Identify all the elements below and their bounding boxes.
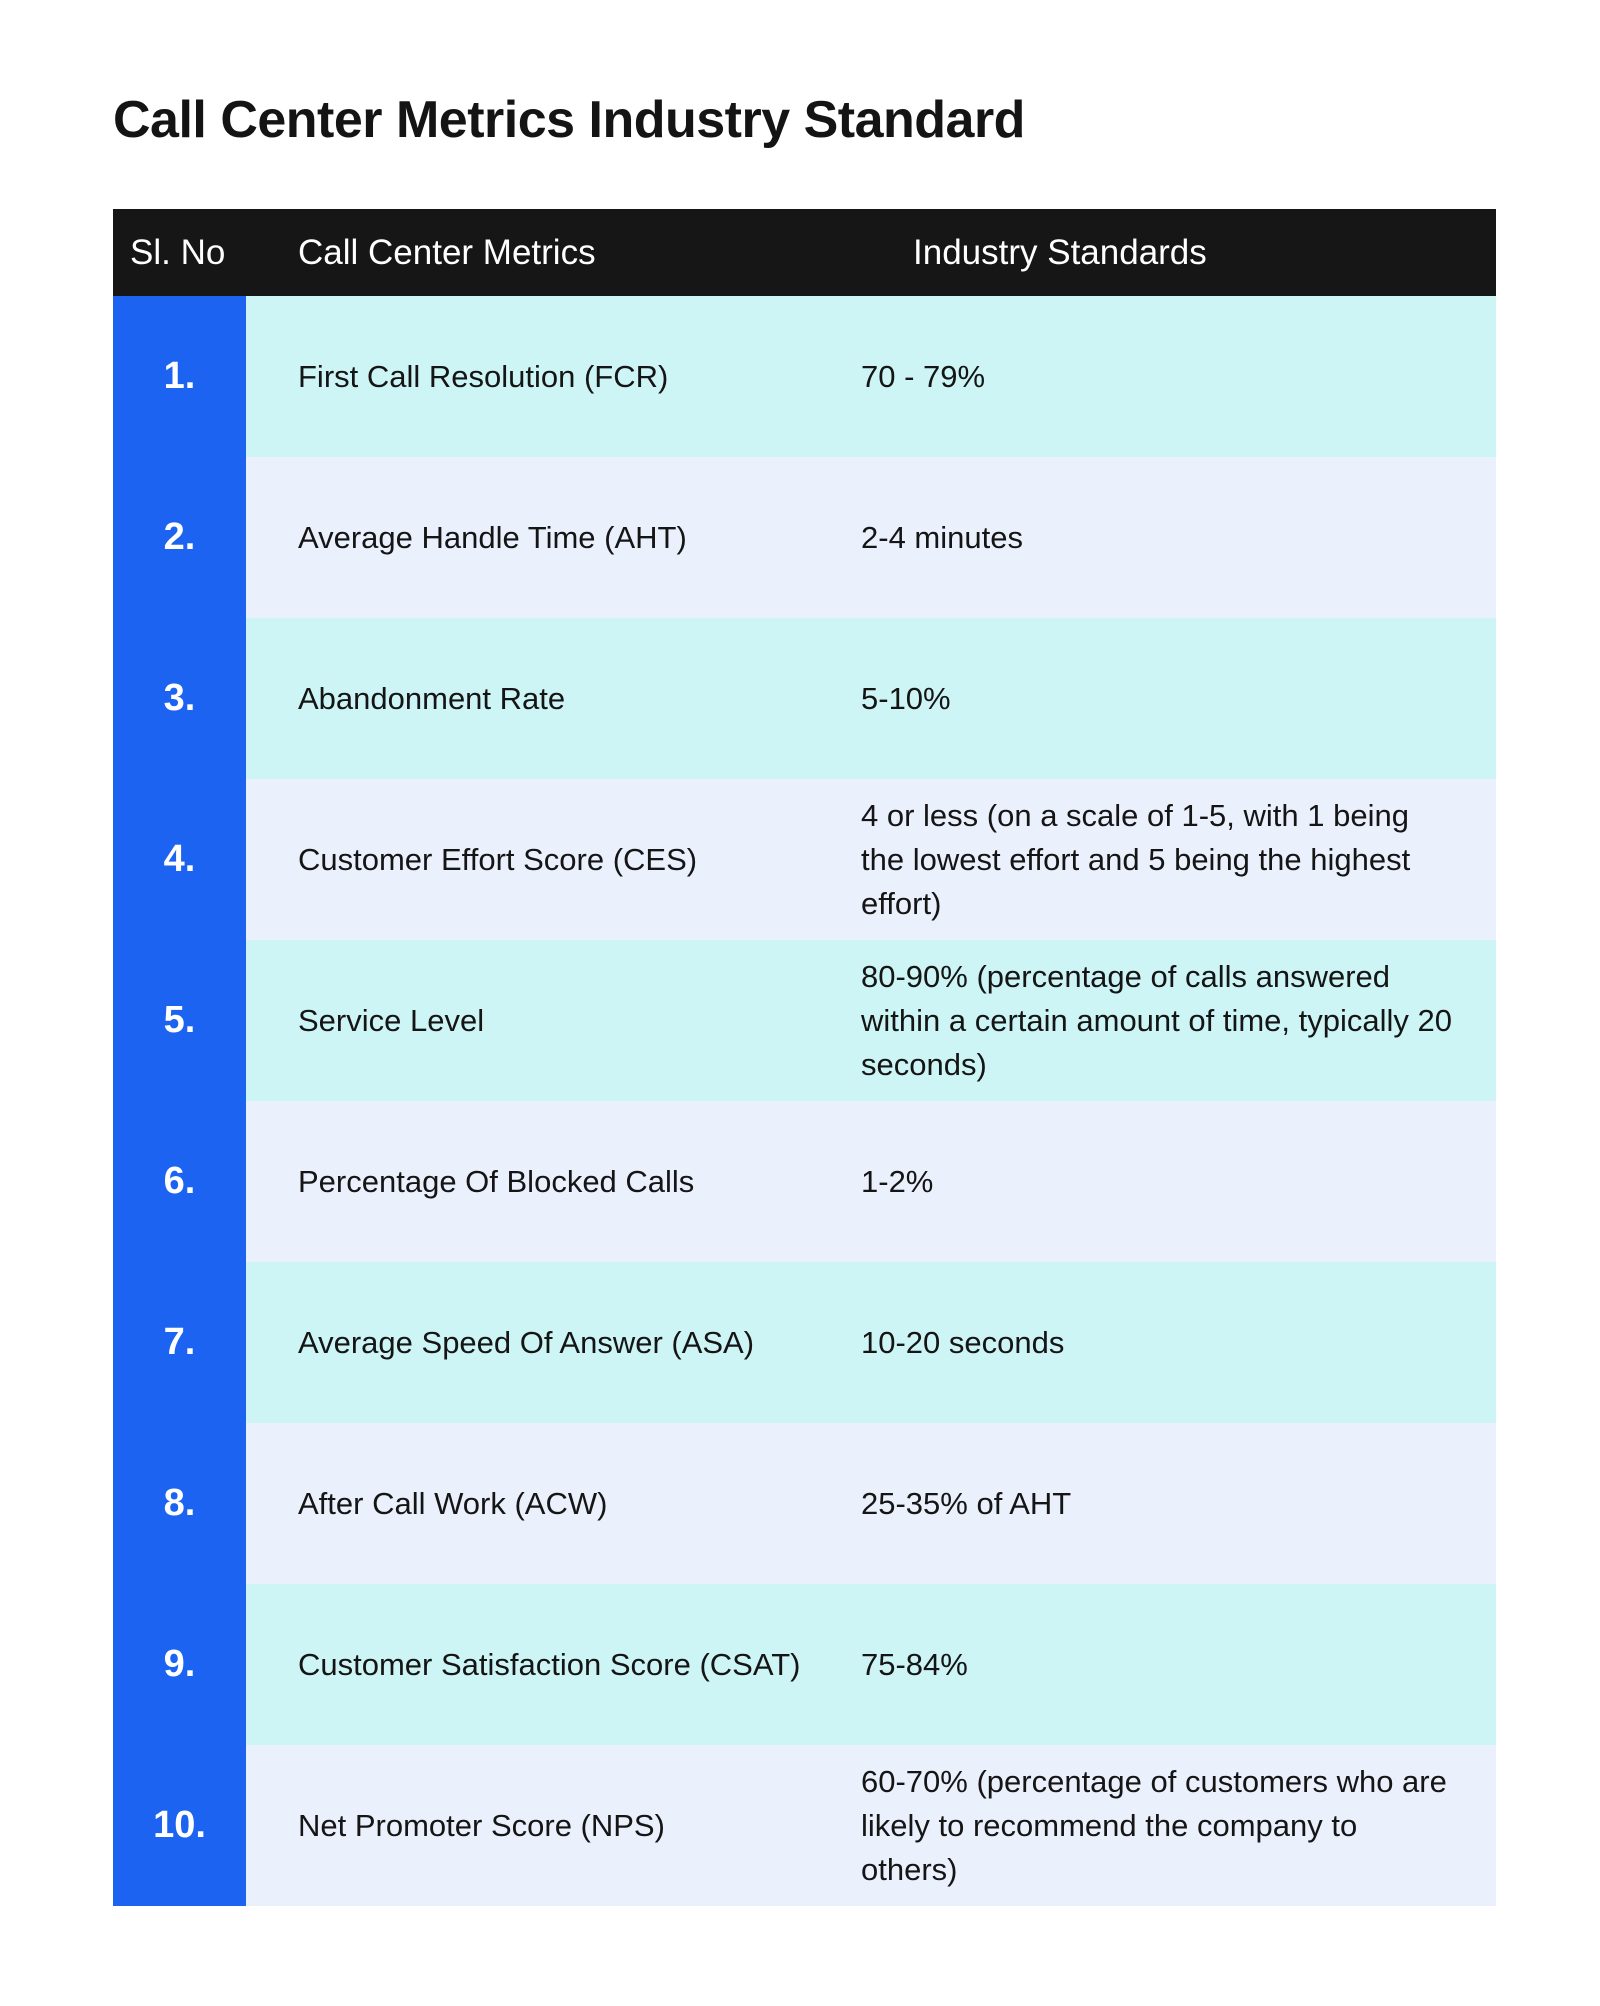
metrics-table <box>113 209 1496 1906</box>
metric-name: Abandonment Rate <box>246 618 861 779</box>
industry-standard: 75-84% <box>861 1584 1496 1745</box>
row-number: 8. <box>113 1423 246 1584</box>
table-row <box>113 1584 1496 1745</box>
industry-standard: 1-2% <box>861 1101 1496 1262</box>
table-row <box>113 457 1496 618</box>
row-number: 3. <box>113 618 246 779</box>
row-number: 9. <box>113 1584 246 1745</box>
industry-standard: 2-4 minutes <box>861 457 1496 618</box>
row-number: 4. <box>113 779 246 940</box>
row-number: 7. <box>113 1262 246 1423</box>
row-number: 6. <box>113 1101 246 1262</box>
industry-standard: 80-90% (percentage of calls answered within a certain amount of time, typically 20 seconds) <box>861 940 1496 1101</box>
metric-name: Net Promoter Score (NPS) <box>246 1745 861 1906</box>
table-row <box>113 1101 1496 1262</box>
industry-standard: 4 or less (on a scale of 1-5, with 1 being the lowest effort and 5 being the highest effort) <box>861 779 1496 940</box>
metric-name: Percentage Of Blocked Calls <box>246 1101 861 1262</box>
row-number: 10. <box>113 1745 246 1906</box>
table-row <box>113 296 1496 457</box>
industry-standard: 10-20 seconds <box>861 1262 1496 1423</box>
industry-standard: 70 - 79% <box>861 296 1496 457</box>
metric-name: First Call Resolution (FCR) <box>246 296 861 457</box>
metric-name: Average Handle Time (AHT) <box>246 457 861 618</box>
page-title: Call Center Metrics Industry Standard <box>113 91 1025 149</box>
table-header <box>113 209 1496 296</box>
industry-standard: 25-35% of AHT <box>861 1423 1496 1584</box>
table-row <box>113 779 1496 940</box>
row-number: 1. <box>113 296 246 457</box>
metric-name: Customer Satisfaction Score (CSAT) <box>246 1584 861 1745</box>
table-row <box>113 1745 1496 1906</box>
industry-standard: 5-10% <box>861 618 1496 779</box>
industry-standard: 60-70% (percentage of customers who are likely to recommend the company to others) <box>861 1745 1496 1906</box>
table-row <box>113 618 1496 779</box>
header-standard: Industry Standards <box>913 232 1207 272</box>
metric-name: After Call Work (ACW) <box>246 1423 861 1584</box>
header-sl-no: Sl. No <box>130 232 226 272</box>
metric-name: Customer Effort Score (CES) <box>246 779 861 940</box>
table-row <box>113 940 1496 1101</box>
header-metric: Call Center Metrics <box>298 232 596 272</box>
metric-name: Service Level <box>246 940 861 1101</box>
metric-name: Average Speed Of Answer (ASA) <box>246 1262 861 1423</box>
table-row <box>113 1423 1496 1584</box>
row-number: 2. <box>113 457 246 618</box>
table-row <box>113 1262 1496 1423</box>
row-number: 5. <box>113 940 246 1101</box>
